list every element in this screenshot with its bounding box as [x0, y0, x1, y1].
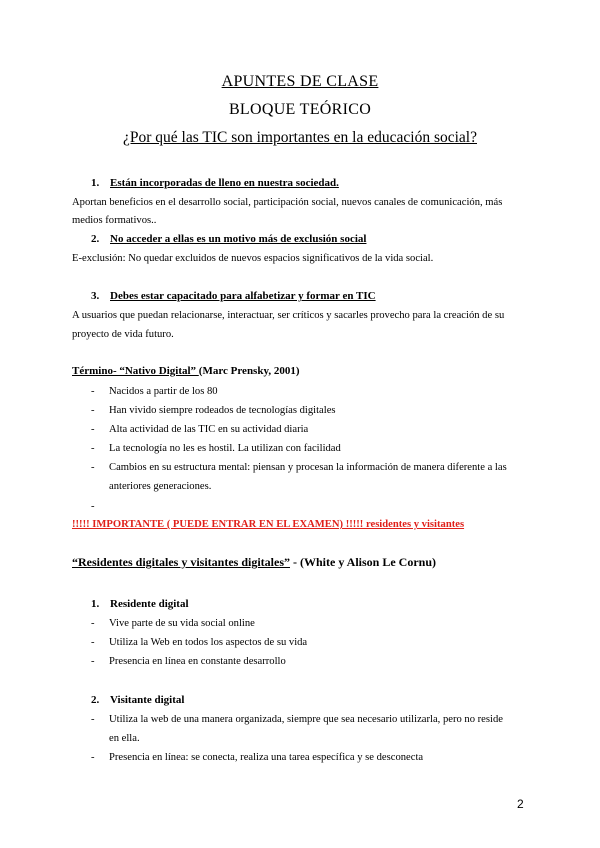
list-item: - Cambios en su estructura mental: piensan y procesan la información de manera diferente a las [91, 462, 507, 473]
section-question: ¿Por qué las TIC son importantes en la educación social? [123, 129, 477, 146]
list-item: - Presencia en línea: se conecta, realiza una tarea específica y se desconecta [91, 752, 424, 763]
list-item: - Utiliza la Web en todos los aspectos de su vida [91, 637, 308, 648]
page-title: APUNTES DE CLASE [221, 73, 379, 90]
list-item: - Utiliza la web de una manera organizada, siempre que sea necesario utilizarla, pero no reside [91, 714, 503, 725]
list-item: - La tecnología no les es hostil. La utilizan con facilidad [91, 443, 341, 454]
reason-3-text-line: A usuarios que puedan relacionarse, interactuar, ser críticos y sacarles provecho para la creación de su [72, 310, 505, 321]
reason-2-heading: 2. No acceder a ellas es un motivo más de exclusión social [91, 233, 367, 245]
nativo-term: Término- “Nativo Digital” (Marc Prensky, 2001) [72, 365, 300, 377]
reason-2-text-line: E-exclusión: No quedar excluidos de nuevos espacios significativos de la vida social. [72, 253, 434, 264]
reason-1-text-line: medios formativos.. [72, 215, 157, 226]
list-item: - Han vivido siempre rodeados de tecnologías digitales [91, 405, 336, 416]
reason-3-heading: 3. Debes estar capacitado para alfabetizar y formar en TIC [91, 290, 376, 302]
list-item: - Alta actividad de las TIC en su actividad diaria [91, 424, 309, 435]
list-item: - Presencia en línea en constante desarrollo [91, 656, 286, 667]
list-item: - Vive parte de su vida social online [91, 618, 255, 629]
important-note: !!!!! IMPORTANTE ( PUEDE ENTRAR EN EL EXAMEN) !!!!! residentes y visitantes [72, 519, 465, 530]
list-item-continuation: anteriores generaciones. [109, 481, 212, 492]
residentes-title: “Residentes digitales y visitantes digitales” - (White y Alison Le Cornu) [72, 555, 437, 569]
page-subtitle: BLOQUE TEÓRICO [228, 101, 372, 118]
list-item: - Nacidos a partir de los 80 [91, 386, 218, 397]
page-number: 2 [517, 797, 524, 811]
reason-1-text-line: Aportan beneficios en el desarrollo social, participación social, nuevos canales de comunicación, más [72, 197, 503, 208]
list-item-continuation: en ella. [109, 733, 140, 744]
residente-heading: 1. Residente digital [91, 598, 189, 610]
reason-3-text-line: proyecto de vida futuro. [72, 329, 174, 340]
visitante-heading: 2. Visitante digital [91, 694, 185, 706]
reason-1-heading: 1. Están incorporadas de lleno en nuestra sociedad. [91, 177, 339, 189]
empty-list-item: - [91, 501, 95, 512]
